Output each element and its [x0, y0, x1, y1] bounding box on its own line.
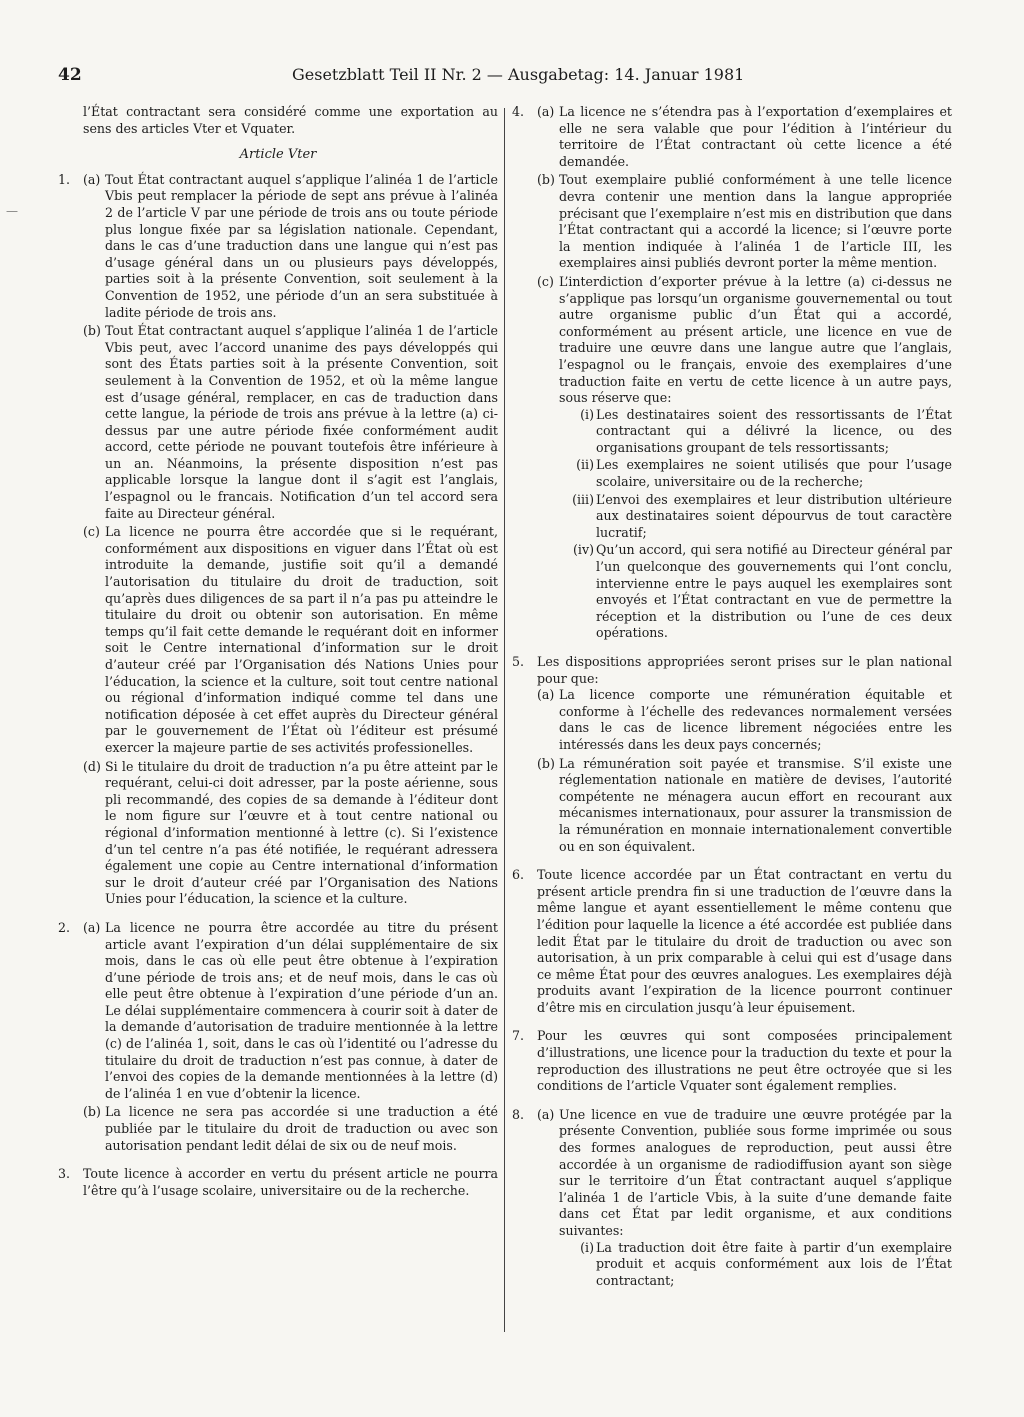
subparagraph-label: (a) [537, 104, 555, 119]
subparagraph-1b [83, 323, 498, 522]
subparagraph-label: (b) [537, 755, 555, 771]
item-label: (iii) [572, 491, 594, 507]
subparagraph-text: La licence comporte une rémunération équitable et conforme à l’échelle des redevances normalement versées dans le cas de licence librement négociées entre les intéressés dans les deux pays concernés; [559, 687, 952, 752]
paragraph-number: 1. [58, 171, 71, 187]
item-iii [567, 492, 952, 542]
item-iv [567, 542, 952, 642]
paragraph-text: Toute licence à accorder en vertu du présent article ne pourra l’être qu’à l’usage scolaire, universitaire ou de la recherche. [83, 1166, 498, 1198]
paragraph-text: Pour les œuvres qui sont composées principalement d’illustrations, une licence pour la traduction du texte et pour la reproduction des illustrations ne peut être octroyée que si les conditions de l’article Vquater sont également remplies. [537, 1028, 952, 1094]
article-heading: Article Vter [239, 147, 317, 163]
article-paragraph-8 [512, 1107, 952, 1290]
paragraph-number: 6. [512, 867, 525, 883]
item-ii [567, 457, 952, 490]
article-paragraph-6 [512, 867, 952, 1016]
subparagraph-text: Tout État contractant auquel s’applique l’alinéa 1 de l’article Vbis peut remplacer la période de sept ans prévue à l’alinéa 2 de l’article V par une période de trois ans ou toute période plus longue fixée par sa législation nationale. Cependant, dans le cas d’une traduction dans une langue qui n’est pas d’usage général dans un ou plusieurs pays développés, parties soit à la présente Convention, soit seulement à la Convention de 1952, une période d’un an sera substituée à ladite période de trois ans. [105, 171, 498, 320]
subparagraph-label: (a) [537, 1106, 555, 1122]
item-i [567, 1240, 952, 1290]
subparagraph-text: Si le titulaire du droit de traduction n’a pu être atteint par le requérant, celui-ci doit adresser, par la poste aérienne, sous pli recommandé, des copies de sa demande à l’éditeur dont le nom figure sur l’œuvre et à tout centre national ou régional d’information mentionné à lettre (c). Si l’existence d’un tel centre n’a pas été notifiée, le requérant adressera également une copie au Centre international d’information sur le droit d’auteur créé par l’Organisation des Nations Unies pour l’éducation, la science et la culture. [105, 758, 498, 907]
paragraph-number: 2. [58, 919, 71, 935]
subparagraph-text: La licence ne sera pas accordée si une traduction a été publiée par le titulaire du droit de traduction ou avec son autorisation pendant ledit délai de six ou de neuf mois. [105, 1104, 498, 1153]
subparagraph-label: (a) [83, 919, 101, 935]
subparagraph-label: (b) [83, 1104, 101, 1120]
lead-paragraph: l’État contractant sera considéré comme une exportation au sens des articles Vter et Vquater. [83, 104, 498, 136]
subparagraph-1d [83, 759, 498, 908]
subparagraph-text: La licence ne pourra être accordée que si le requérant, conformément aux dispositions en viguer dans l’État où est introduite la demande, justifie soit qu’il a demandé l’autorisation du titulaire du droit de traduction, soit qu’après dues diligences de sa part il n’a pas pu atteindre le titulaire du droit ou obtenir son autorisation. En même temps qu’il fait cette demande le requérant doit en informer soit le Centre international d’information sur le droit d’auteur créé par l’Organisation dés Nations Unies pour l’éducation, la science et la culture, soit tout centre national ou régional d’information indiqué comme tel dans une notification déposée à cet effet auprès du Directeur général par le gouvernement de l’État où l’éditeur est présumé exercer la majeure partie de ses activités professionelles. [105, 524, 498, 755]
margin-mark: — [6, 204, 18, 218]
subparagraph-label: (c) [537, 273, 554, 289]
item-label: (i) [580, 1239, 594, 1255]
item-label: (iv) [573, 542, 594, 558]
subparagraph-5a [537, 687, 952, 753]
item-i [567, 407, 952, 457]
subparagraph-8a [537, 1107, 952, 1290]
subparagraph-label: (c) [83, 524, 100, 540]
item-text: Les exemplaires ne soient utilisés que pour l’usage scolaire, universitaire ou de la recherche; [596, 457, 952, 490]
subparagraph-2a [83, 920, 498, 1103]
article-paragraph-5 [512, 654, 952, 855]
subparagraph-4b [537, 172, 952, 272]
subparagraph-4c [537, 274, 952, 642]
paragraph-text: Les dispositions appropriées seront prises sur le plan national pour que: [537, 654, 952, 686]
subparagraph-label: (b) [537, 172, 555, 188]
item-label: (ii) [576, 457, 594, 473]
subparagraph-4a [537, 104, 952, 170]
left-column [58, 104, 498, 1199]
item-text: L’envoi des exemplaires et leur distribution ultérieure aux destinataires soient dépourvus de tout caractère lucratif; [596, 491, 952, 540]
paragraph-number: 5. [512, 654, 525, 669]
article-paragraph-1 [58, 172, 498, 908]
running-title: Gesetzblatt Teil II Nr. 2 — Ausgabetag: 14. Januar 1981 [292, 65, 745, 84]
subparagraph-1a [83, 172, 498, 321]
article-paragraph-7 [512, 1028, 952, 1094]
subparagraph-text: L’interdiction d’exporter prévue à la lettre (a) ci-dessus ne s’applique pas lorsqu’un organisme gouvernemental ou tout autre organisme public d’un État qui a accordé, conformément au présent article, une licence en vue de traduire une œuvre dans une langue autre que l’anglais, l’espagnol ou le français, envoie des exemplaires d’une traduction faite en vertu de cette licence à un autre pays, sous réserve que: [559, 273, 952, 406]
item-text: Les destinataires soient des ressortissants de l’État contractant qui a délivré la licence, ou des organisations groupant de tels ressortissants; [596, 406, 952, 455]
paragraph-number: 7. [512, 1028, 525, 1044]
subparagraph-2b [83, 1104, 498, 1154]
subparagraph-text: La licence ne s’étendra pas à l’exportation d’exemplaires et elle ne sera valable que pour l’édition à l’intérieur du territoire de l’État contractant où cette licence a été demandée. [559, 104, 952, 169]
article-paragraph-2 [58, 920, 498, 1154]
subparagraph-label: (a) [537, 687, 555, 703]
subparagraph-label: (b) [83, 323, 101, 339]
page-header [58, 62, 968, 88]
subparagraph-label: (d) [83, 758, 101, 774]
right-column [512, 104, 952, 1291]
subparagraph-text: Tout exemplaire publié conformément à une telle licence devra contenir une mention dans la langue appropriée précisant que l’exemplaire n’est mis en distribution que dans l’État contractant qui a accordé la licence; si l’œuvre porte la mention indiquée à l’alinéa 1 de l’article III, les exemplaires ainsi publiés devront porter la même mention. [559, 172, 952, 271]
subparagraph-label: (a) [83, 171, 101, 187]
item-text: La traduction doit être faite à partir d’un exemplaire produit et acquis conformément aux lois de l’État contractant; [596, 1239, 952, 1288]
paragraph-number: 3. [58, 1166, 71, 1182]
paragraph-text: Toute licence accordée par un État contractant en vertu du présent article prendra fin si une traduction de l’œuvre dans la même langue et ayant essentiellement le même contenu que l’édition pour laquelle la licence a été accordée est publiée dans ledit État par le titulaire du droit de traduction ou avec son autorisation, à un prix comparable à celui qui est d’usage dans ce même État pour des œuvres analogues. Les exemplaires déjà produits avant l’expiration de la licence pourront continuer d’être mis en circulation jusqu’à leur épuisement. [537, 867, 952, 1015]
subparagraph-text: Tout État contractant auquel s’applique l’alinéa 1 de l’article Vbis peut, avec l’accord unanime des pays développés qui sont des États parties soit à la présente Convention, soit seulement à la Convention de 1952, et où la même langue est d’usage général, remplacer, en cas de traduction dans cette langue, la période de trois ans prévue à la lettre (a) ci-dessus par une autre période fixée conformément audit accord, cette période ne pouvant toutefois être inférieure à un an. Néanmoins, la présente disposition n’est pas applicable lorsque la langue dont il s’agit est l’anglais, l’espagnol ou le francais. Notification d’un tel accord sera faite au Directeur général. [105, 323, 498, 521]
subparagraph-text: La rémunération soit payée et transmise. S’il existe une réglementation nationale en matière de devises, l’autorité compétente ne ménagera aucun effort en recourant aux mécanismes internationaux, pour assurer la transmission de la rémunération en monnaie internationalement convertible ou en son équivalent. [559, 755, 952, 854]
subparagraph-text: Une licence en vue de traduire une œuvre protégée par la présente Convention, publiée sous forme imprimée ou sous des formes analogues de reproduction, peut aussi être accordée à un organisme de radiodiffusion ayant son siège sur le territoire d’un État contractant auquel s’applique l’alinéa 1 de l’article Vbis, à la suite d’une demande faite dans cet État par ledit organisme, et aux conditions suivantes: [559, 1106, 952, 1238]
article-paragraph-4 [512, 104, 952, 642]
paragraph-number: 8. [512, 1106, 525, 1122]
subparagraph-1c [83, 524, 498, 756]
column-divider [504, 108, 505, 1332]
item-label: (i) [580, 406, 594, 422]
item-text: Qu’un accord, qui sera notifié au Directeur général par l’un quelconque des gouvernements qui l’ont conclu, intervienne entre le pays auquel les exemplaires sont envoyés et l’État contractant en vue de permettre la réception et la distribution ou l’une de ces deux opérations. [596, 542, 952, 641]
subparagraph-5b [537, 756, 952, 856]
page-number: 42 [58, 65, 82, 85]
article-paragraph-3 [58, 1166, 498, 1199]
subparagraph-text: La licence ne pourra être accordée au titre du présent article avant l’expiration d’un délai supplémentaire de six mois, dans le cas où elle peut être obtenue à l’expiration d’une période de trois ans; et de neuf mois, dans le cas où elle peut être obtenue à l’expiration d’une période d’un an. Le délai supplémentaire commencera à courir soit à dater de la demande d’autorisation de traduire mentionnée à la lettre (c) de l’alinéa 1, soit, dans le cas où l’identité ou l’adresse du titulaire du droit de traduction n’est pas connue, à dater de l’envoi des copies de la demande mentionnées à la lettre (d) de l’alinéa 1 en vue d’obtenir la licence. [105, 919, 498, 1101]
paragraph-number: 4. [512, 104, 525, 119]
